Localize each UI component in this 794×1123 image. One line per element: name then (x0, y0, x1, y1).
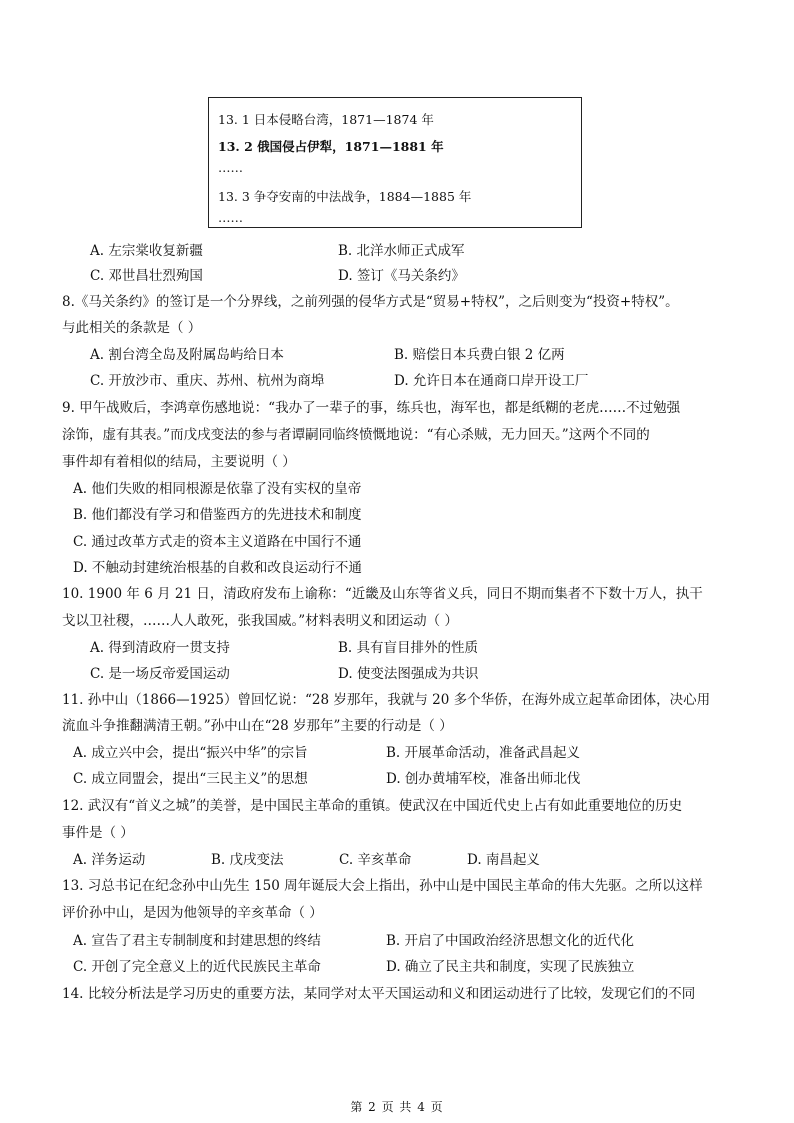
q10-option-a: A. 得到清政府一贯支持 (90, 640, 230, 656)
q10-option-b: B. 具有盲目排外的性质 (338, 640, 479, 656)
q9-option-c: C. 通过改革方式走的资本主义道路在中国行不通 (73, 534, 362, 550)
q11-stem: 流血斗争推翻满清王朝。”孙中山在“28 岁那年”主要的行动是（ ） (62, 718, 453, 734)
q12-stem: 12. 武汉有“首义之城”的美誉，是中国民主革命的重镇。使武汉在中国近代史上占有如此重要地位的历史 (62, 798, 683, 814)
q10-stem: 戈以卫社稷，……人人敢死，张我国威。”材料表明义和团运动（ ） (62, 613, 458, 629)
q11-stem: 11. 孙中山（1866—1925）曾回忆说：“28 岁那年，我就与 20 多个华侨，在海外成立起革命团体，决心用 (62, 692, 711, 708)
q7-option-b: B. 北洋水师正式成军 (338, 243, 465, 259)
q9-option-a: A. 他们失败的相同根源是依靠了没有实权的皇帝 (73, 481, 362, 497)
q10-option-c: C. 是一场反帝爱国运动 (90, 666, 230, 682)
q12-option-b: B. 戊戌变法 (211, 852, 284, 868)
q11-option-d: D. 创办黄埔军校，准备出师北伐 (386, 771, 581, 787)
q12-option-d: D. 南昌起义 (467, 852, 540, 868)
q13-option-a: A. 宣告了君主专制制度和封建思想的终结 (73, 933, 321, 949)
q12-option-a: A. 洋务运动 (73, 852, 146, 868)
q7-option-a: A. 左宗棠收复新疆 (90, 243, 203, 259)
q8-option-c: C. 开放沙市、重庆、苏州、杭州为商埠 (90, 373, 325, 389)
q14-stem: 14. 比较分析法是学习历史的重要方法，某同学对太平天国运动和义和团运动进行了比较，发现它们的不同 (62, 986, 696, 1002)
q13-stem: 13. 习总书记在纪念孙中山先生 150 周年诞辰大会上指出，孙中山是中国民主革命的伟大先驱。之所以这样 (62, 878, 703, 894)
q11-option-c: C. 成立同盟会，提出“三民主义”的思想 (73, 771, 308, 787)
q8-stem: 8.《马关条约》的签订是一个分界线，之前列强的侵华方式是“贸易+特权”，之后则变为“投资+特权”。 (62, 294, 679, 310)
timeline-entry: 13. 2 俄国侵占伊犁，1871—1881 年 (218, 139, 444, 154)
q13-option-c: C. 开创了完全意义上的近代民族民主革命 (73, 959, 321, 975)
q9-stem: 9. 甲午战败后，李鸿章伤感地说：“我办了一辈子的事，练兵也，海军也，都是纸糊的老虎……不过勉强 (62, 400, 681, 416)
q11-option-a: A. 成立兴中会，提出“振兴中华”的宗旨 (73, 745, 308, 761)
timeline-entry: 13. 1 日本侵略台湾，1871—1874 年 (218, 112, 434, 127)
q12-stem: 事件是（ ） (62, 825, 134, 841)
q8-option-b: B. 赔偿日本兵费白银 2 亿两 (394, 347, 565, 363)
q11-option-b: B. 开展革命活动，准备武昌起义 (386, 745, 581, 761)
q7-option-c: C. 邓世昌壮烈殉国 (90, 268, 203, 284)
q13-stem: 评价孙中山，是因为他领导的辛亥革命（ ） (62, 905, 323, 921)
page-number: 第 2 页 共 4 页 (350, 1100, 444, 1114)
q9-stem: 事件却有着相似的结局，主要说明（ ） (62, 454, 296, 470)
q12-option-c: C. 辛亥革命 (339, 852, 412, 868)
q7-option-d: D. 签订《马关条约》 (338, 268, 465, 284)
q9-option-b: B. 他们都没有学习和借鉴西方的先进技术和制度 (73, 507, 362, 523)
q8-stem: 与此相关的条款是（ ） (62, 320, 202, 336)
timeline-ellipsis: …… (218, 210, 243, 225)
q8-option-a: A. 割台湾全岛及附属岛屿给日本 (90, 347, 284, 363)
q9-stem: 涂饰，虚有其表。”而戊戌变法的参与者谭嗣同临终愤慨地说：“有心杀贼，无力回天。”这两个不同的 (62, 427, 650, 443)
q10-option-d: D. 使变法图强成为共识 (338, 666, 479, 682)
q8-option-d: D. 允许日本在通商口岸开设工厂 (394, 373, 589, 389)
q9-option-d: D. 不触动封建统治根基的自救和改良运动行不通 (73, 560, 362, 576)
q13-option-d: D. 确立了民主共和制度，实现了民族独立 (386, 959, 635, 975)
timeline-box (208, 97, 582, 228)
timeline-ellipsis: …… (218, 160, 243, 175)
timeline-entry: 13. 3 争夺安南的中法战争，1884—1885 年 (218, 189, 472, 204)
q13-option-b: B. 开启了中国政治经济思想文化的近代化 (386, 933, 635, 949)
q10-stem: 10. 1900 年 6 月 21 日，清政府发布上谕称：“近畿及山东等省义兵，同日不期而集者不下数十万人，执干 (62, 586, 703, 602)
